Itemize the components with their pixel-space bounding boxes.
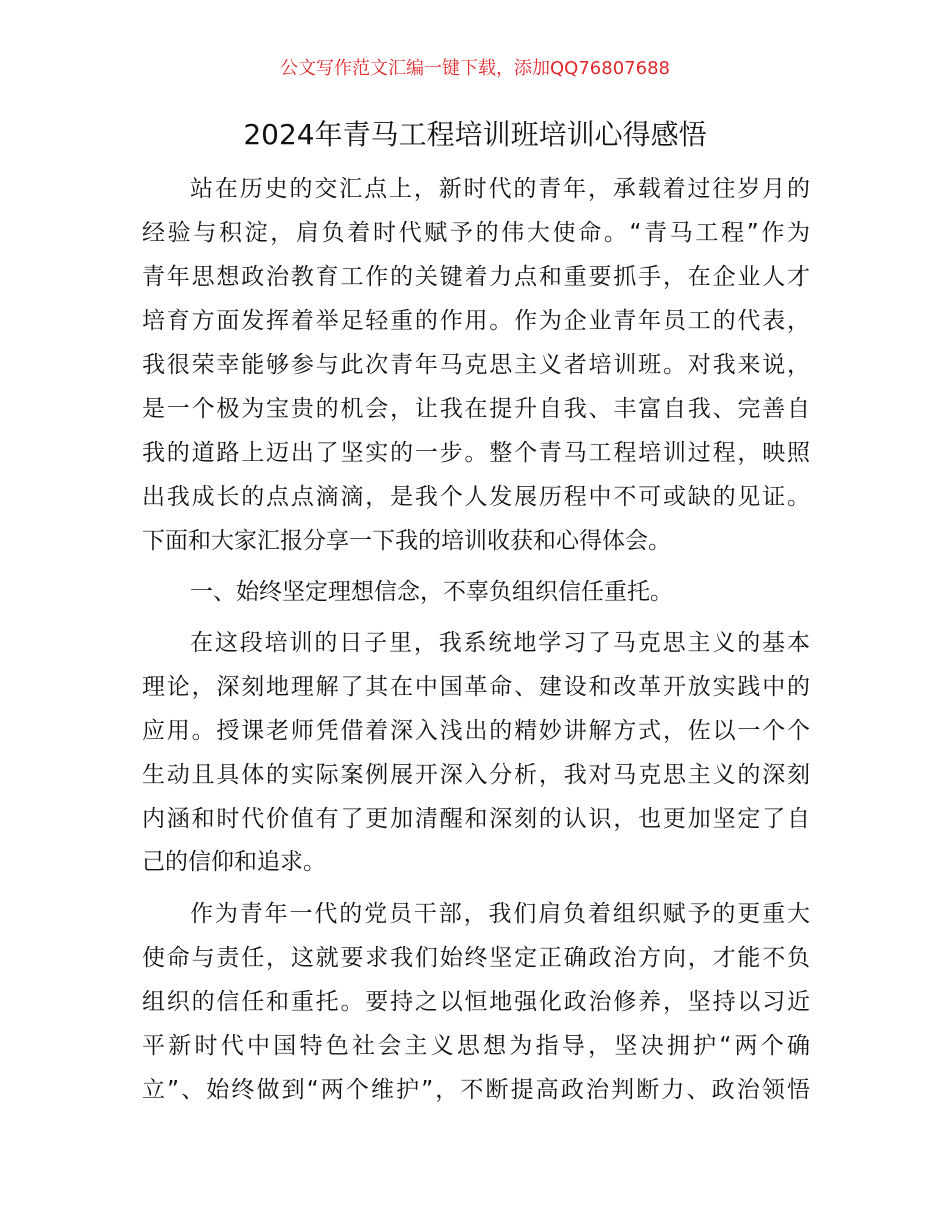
document-title: 2024年青马工程培训班培训心得感悟	[243, 118, 707, 151]
paragraph-line: 下面和大家汇报分享一下我的培训收获和心得体会。	[142, 528, 671, 554]
paragraph-line: 青年思想政治教育工作的关键着力点和重要抓手，在企业人才	[142, 264, 810, 290]
paragraph-line: 生动且具体的实际案例展开深入分析，我对马克思主义的深刻	[142, 762, 810, 788]
paragraph-line: 己的信仰和追求。	[142, 849, 326, 875]
paragraph-line: 作为青年一代的党员干部，我们肩负着组织赋予的更重大	[190, 901, 810, 927]
paragraph-line: 我很荣幸能够参与此次青年马克思主义者培训班。对我来说，	[142, 352, 810, 378]
paragraph-line: 组织的信任和重托。要持之以恒地强化政治修养，坚持以习近	[142, 989, 810, 1015]
paragraph-line: 应用。授课老师凭借着深入浅出的精妙讲解方式，佐以一个个	[142, 718, 810, 744]
paragraph-line: 经验与积淀，肩负着时代赋予的伟大使命。“青马工程”作为	[142, 220, 810, 246]
paragraph-line: 使命与责任，这就要求我们始终坚定正确政治方向，才能不负	[142, 945, 810, 971]
paragraph-line: 平新时代中国特色社会主义思想为指导，坚决拥护“两个确	[142, 1033, 810, 1059]
paragraph-line: 内涵和时代价值有了更加清醒和深刻的认识，也更加坚定了自	[142, 806, 810, 832]
paragraph-line: 站在历史的交汇点上，新时代的青年，承载着过往岁月的	[190, 176, 810, 202]
download-watermark-header: 公文写作范文汇编一键下载，添加QQ76807688	[280, 58, 670, 79]
paragraph-line: 我的道路上迈出了坚实的一步。整个青马工程培训过程，映照	[142, 440, 810, 466]
paragraph-line: 立”、始终做到“两个维护”，不断提高政治判断力、政治领悟	[142, 1077, 810, 1103]
paragraph-line: 理论，深刻地理解了其在中国革命、建设和改革开放实践中的	[142, 674, 810, 700]
section-heading: 一、始终坚定理想信念，不辜负组织信任重托。	[190, 579, 673, 605]
paragraph-line: 培育方面发挥着举足轻重的作用。作为企业青年员工的代表，	[142, 308, 810, 334]
paragraph-line: 出我成长的点点滴滴，是我个人发展历程中不可或缺的见证。	[142, 484, 810, 510]
paragraph-line: 是一个极为宝贵的机会，让我在提升自我、丰富自我、完善自	[142, 396, 810, 422]
paragraph-line: 在这段培训的日子里，我系统地学习了马克思主义的基本	[190, 630, 810, 656]
